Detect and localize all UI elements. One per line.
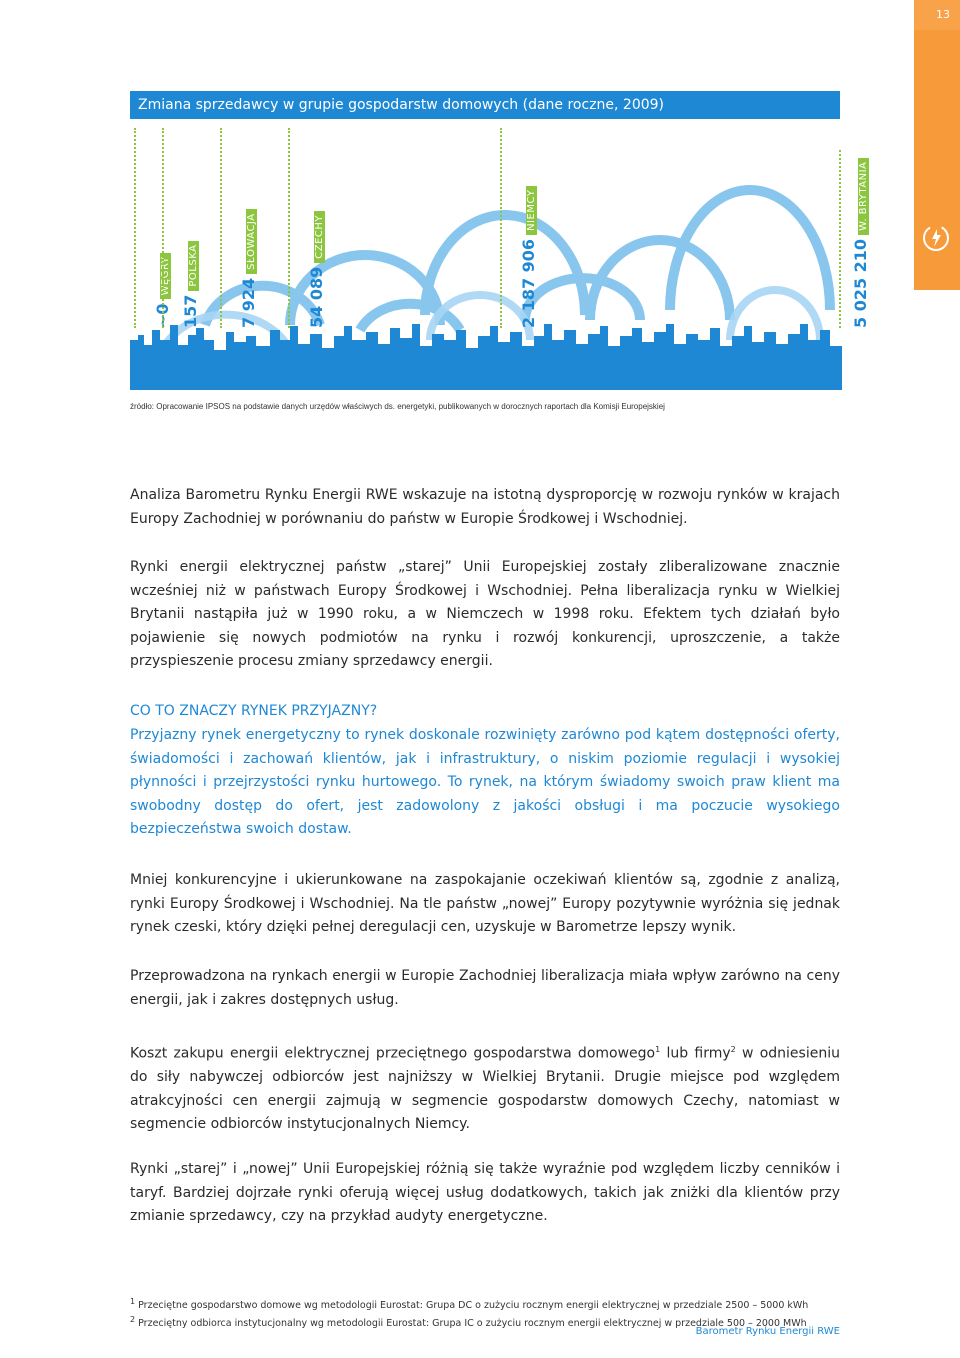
footnote-1-text: Przeciętne gospodarstwo domowe wg metodologii Eurostat: Grupa DC o zużyciu rocznym energii elektrycznej w przedziale 2500 – 5000 kWh <box>135 1300 809 1312</box>
paragraph-6-part-a: Koszt zakupu energii elektrycznej przeciętnego gospodarstwa domowego <box>130 1045 656 1062</box>
bar-niemcy <box>500 128 542 328</box>
side-tab <box>914 0 960 290</box>
bar-czechy <box>288 128 330 328</box>
value-label: 7 924 <box>239 277 258 328</box>
bar-w-brytania <box>840 128 880 328</box>
country-label: CZECHY <box>314 211 325 263</box>
footnote-1 <box>130 1295 808 1313</box>
brand-footer: Barometr Rynku Energii RWE <box>695 1326 840 1337</box>
footnote-ref-1: 1 <box>655 1045 661 1054</box>
paragraph-6-part-b: lub firmy <box>660 1045 731 1062</box>
bar-w-brytania-line <box>839 150 841 328</box>
paragraph-5: Przeprowadzona na rynkach energii w Europie Zachodniej liberalizacja miała wpływ zarówno na ceny energii, jak i zakres dostępnych usług. <box>130 968 840 1008</box>
footnote-2-text: Przeciętny odbiorca instytucjonalny wg metodologii Eurostat: Grupa IC o zużyciu rocznym energii elektrycznej w przedziale 500 – 2000 MWh <box>135 1318 807 1330</box>
paragraph-6 <box>130 1038 840 1137</box>
footnote-1-mark: 1 <box>130 1297 136 1306</box>
bar-polska <box>162 128 204 328</box>
section-heading: CO TO ZNACZY RYNEK PRZYJAZNY? <box>130 703 378 719</box>
footnote-2-mark: 2 <box>130 1315 136 1325</box>
value-label: 5 025 210 <box>851 238 870 328</box>
paragraph-7: Rynki „starej” i „nowej” Unii Europejskiej różnią się także wyraźnie pod względem liczby cenników i taryf. Bardziej dojrzałe rynki oferują więcej usług dodatkowych, takich jak zniżki dla klientów przy zmianie sprzedawcy, czy na przykład audyty energetyczne. <box>130 1161 840 1224</box>
paragraph-1: Analiza Barometru Rynku Energii RWE wskazuje na istotną dysproporcję w rozwoju rynków w krajach Europy Zachodniej w porównaniu do państw w Europie Środkowej i Wschodniej. <box>130 487 840 527</box>
paragraph-6-part-c: w odniesieniu do siły nabywczej odbiorców jest najniższy w Wielkiej Brytanii. Drugie miejsce pod względem atrakcyjności cen energii zajmują w segmencie gospodarstw domowych Czechy, natomiast w segmencie odbiorców instytucjonalnych Niemcy. <box>130 1045 840 1133</box>
country-label: NIEMCY <box>526 186 537 235</box>
bar-slowacja <box>220 128 262 328</box>
chart-title: Zmiana sprzedawcy w grupie gospodarstw domowych (dane roczne, 2009) <box>130 91 840 119</box>
paragraph-4: Mniej konkurencyjne i ukierunkowane na zaspokajanie oczekiwań klientów są, zgodnie z analizą, rynki Europy Środkowej i Wschodniej. Na tle państw „nowej” Europy pozytywnie wyróżnia się jednak rynek czeski, który dzięki pełnej deregulacji cen, uzyskuje w Barometrze lepszy wynik. <box>130 872 840 935</box>
value-label: 54 089 <box>307 266 326 328</box>
paragraph-2: Rynki energii elektrycznej państw „starej” Unii Europejskiej zostały zliberalizowane znacznie wcześniej niż w państwach Europy Środkowej i Wschodniej. Pełna liberalizacja rynku w Wielkiej Brytanii nastąpiła już w 1990 roku, a w Niemczech w 1998 roku. Efektem tych działań było pojawienie się nowych podmiotów na rynku i rozwój konkurencji, uproszczenie, a także przyspieszenie procesu zmiany sprzedawcy energii. <box>130 559 840 669</box>
energy-logo-icon <box>920 222 952 254</box>
country-label: WĘGRY <box>160 253 171 300</box>
chart <box>130 140 870 390</box>
paragraph-3: Przyjazny rynek energetyczny to rynek doskonale rozwinięty zarówno pod kątem dostępności oferty, świadomości i zachowań klientów, jak i infrastruktury, o niskim poziomie regulacji i wysokiej płynności i przejrzystości rynku hurtowego. To rynek, na którym świadomy swoich praw klient ma swobodny dostęp do ofert, jest zadowolony z jakości obsługi i ma poczucie wysokiego bezpieczeństwa swoich dostaw. <box>130 727 840 837</box>
country-label: W. BRYTANIA <box>858 158 869 235</box>
value-label: 157 <box>181 294 200 328</box>
footnote-ref-2: 2 <box>730 1045 736 1054</box>
value-label: 2 187 906 <box>519 238 538 328</box>
page-number: 13 <box>936 8 950 21</box>
value-label: ~0 <box>153 303 172 328</box>
country-label: SŁOWACJA <box>246 209 257 273</box>
country-label: POLSKA <box>188 241 199 291</box>
source-note: źródło: Opracowanie IPSOS na podstawie danych urzędów właściwych ds. energetyki, publikowanych w dorocznych raportach dla Komisji Europejskiej <box>130 402 665 411</box>
